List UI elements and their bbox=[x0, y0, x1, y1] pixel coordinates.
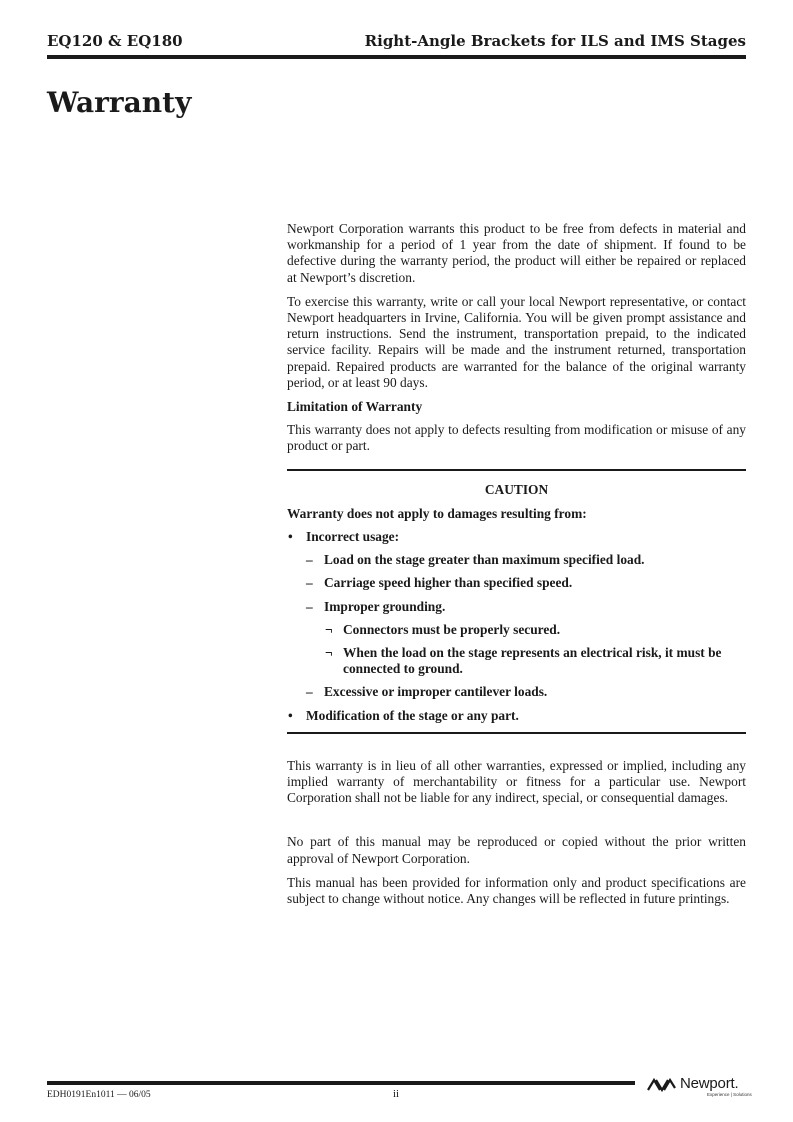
dash-marker: – bbox=[306, 598, 313, 614]
limitation-heading: Limitation of Warranty bbox=[287, 399, 423, 415]
dash-marker: – bbox=[306, 552, 313, 568]
caution-intro: Warranty does not apply to damages resulting from: bbox=[287, 505, 587, 521]
dash-marker: – bbox=[306, 575, 313, 591]
caution-item-connectors bbox=[287, 622, 746, 638]
caution-item-text: Carriage speed higher than specified speed. bbox=[324, 575, 573, 591]
dash-marker: – bbox=[306, 684, 313, 700]
page-number: ii bbox=[393, 1088, 400, 1100]
change-notice-paragraph: This manual has been provided for information only and product specifications are subject to change without notice. Any changes will be reflected in future printings. bbox=[287, 874, 746, 907]
warranty-content bbox=[287, 221, 746, 915]
limitation-paragraph: This warranty does not apply to defects resulting from modification or misuse of any product or part. bbox=[287, 422, 746, 454]
header-divider bbox=[47, 55, 746, 59]
caution-item-grounding bbox=[287, 599, 746, 615]
spacer bbox=[287, 814, 746, 834]
logo-tagline: Experience | Solutions bbox=[707, 1092, 752, 1097]
caution-item-text: Load on the stage greater than maximum specified load. bbox=[324, 552, 645, 568]
caution-title: CAUTION bbox=[484, 481, 549, 497]
warranty-paragraph-2: To exercise this warranty, write or call your local Newport representative, or contact Newport headquarters in Irvine, California. You will be given prompt assistance and return instructions. Send the instrument, transportation prepaid, to the indicated service facility. Repairs will be made and the instrument returned, transportation prepaid. Repaired products are warranted for the balance of the original warranty period, or at least 90 days. bbox=[287, 293, 746, 390]
caution-box bbox=[287, 469, 746, 734]
bullet-marker: • bbox=[288, 707, 293, 723]
caution-item-incorrect-usage bbox=[287, 529, 746, 545]
caution-item-text: Excessive or improper cantilever loads. bbox=[324, 684, 548, 700]
caution-item-text: When the load on the stage represents an electrical risk, it must be connected to ground. bbox=[343, 645, 722, 677]
not-sign-marker: ¬ bbox=[325, 621, 333, 637]
caution-item-electrical-risk bbox=[287, 645, 746, 677]
caution-item-modification bbox=[287, 708, 746, 724]
document-code: EDH0191En1011 — 06/05 bbox=[47, 1090, 151, 1100]
page-title: Warranty bbox=[47, 86, 192, 119]
caution-item-overspeed bbox=[287, 575, 746, 591]
newport-logo-mark-icon bbox=[646, 1078, 676, 1092]
logo-brand-name: Newport. bbox=[680, 1075, 739, 1092]
page-header bbox=[47, 32, 746, 52]
caution-item-text: Improper grounding. bbox=[324, 598, 446, 614]
caution-item-overload bbox=[287, 552, 746, 568]
caution-item-text: Incorrect usage: bbox=[306, 529, 400, 545]
bullet-marker: • bbox=[288, 529, 293, 545]
header-document-title: Right-Angle Brackets for ILS and IMS Stages bbox=[364, 32, 746, 50]
copyright-paragraph: No part of this manual may be reproduced or copied without the prior written approval of Newport Corporation. bbox=[287, 834, 746, 866]
newport-logo bbox=[646, 1075, 752, 1101]
caution-item-text: Modification of the stage or any part. bbox=[306, 707, 519, 723]
not-sign-marker: ¬ bbox=[325, 645, 333, 661]
footer-divider bbox=[47, 1081, 635, 1085]
caution-item-cantilever bbox=[287, 684, 746, 700]
caution-item-text: Connectors must be properly secured. bbox=[343, 621, 561, 637]
header-product-title: EQ120 & EQ180 bbox=[47, 32, 183, 50]
warranty-paragraph-1: Newport Corporation warrants this product to be free from defects in material and workmanship for a period of 1 year from the date of shipment. If found to be defective during the warranty period, the product will either be repaired or replaced at Newport’s discretion. bbox=[287, 221, 746, 285]
disclaimer-paragraph: This warranty is in lieu of all other warranties, expressed or implied, including any implied warranty of merchantability or fitness for a particular use. Newport Corporation shall not be liable for any indirect, special, or consequential damages. bbox=[287, 757, 746, 806]
